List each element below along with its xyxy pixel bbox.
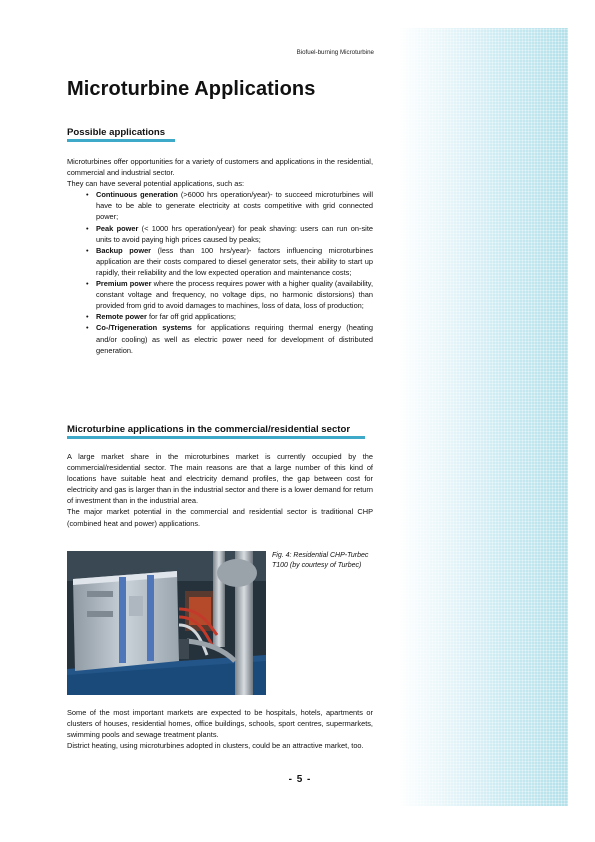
list-item-text: for applications requiring thermal energy (heating and/or cooling) as well as electric power need for development of distributed generation.	[96, 323, 373, 355]
side-decoration-band	[398, 28, 568, 806]
section-heading-underline	[67, 436, 365, 439]
list-item	[87, 322, 373, 355]
list-item-term: Backup power	[96, 245, 152, 255]
market-share-paragraph: A large market share in the microturbines market is currently occupied by the commercial/residential sector. The main reasons are that a large number of this kind of locations have suitable heat and electricity demand profiles, the gap between cost for electricity and gas is larger than in the industrial sector and there is a lower demand for return of investment than in the industrial area.	[67, 452, 373, 506]
list-item-term: Peak power	[96, 223, 139, 233]
list-item	[87, 245, 373, 278]
district-heating-paragraph: District heating, using microturbines adopted in clusters, could be an attractive market, too.	[67, 741, 364, 751]
section-heading-possible-applications: Possible applications	[67, 127, 166, 138]
list-item-text: for far off grid applications;	[146, 312, 236, 322]
list-item-text: (less than 100 hrs/year)- factors influencing microturbines application are their costs compared to diesel generator sets, their ability to start up rapidly, their reliability and the low expected operation and maintenance costs;	[96, 245, 374, 277]
section-body-markets	[67, 707, 373, 751]
list-item-text: where the process requires power with a higher quality (availability, constant voltage and frequency, no voltage dips, no harmonic distorsions) than provided from grid to avoid damages to machines, loss of data, loss of production;	[96, 279, 373, 311]
section-body-commercial-residential	[67, 451, 373, 529]
page-number: - 5 -	[288, 774, 312, 785]
list-item	[87, 278, 373, 311]
markets-paragraph: Some of the most important markets are expected to be hospitals, hotels, apartments or clusters of houses, residential homes, office buildings, schools, sport centres, supermarkets, swimming pools and sewage treatment plants.	[67, 708, 373, 740]
list-item-term: Co-/Trigeneration systems	[96, 323, 192, 333]
list-item-term: Remote power	[96, 312, 147, 322]
applications-list	[87, 189, 373, 355]
list-item	[87, 189, 373, 222]
list-item-term: Premium power	[96, 279, 152, 289]
list-item-text: (>6000 hrs operation/year)- to succeed microturbines will have to be able to generate electricity at costs competitive with grid connected power;	[96, 190, 373, 222]
running-header: Biofuel-burning Microturbine	[296, 49, 374, 56]
list-item	[87, 223, 373, 245]
section-body-possible-applications	[67, 156, 373, 356]
lead-in-paragraph: They can have several potential applications, such as:	[67, 179, 245, 189]
list-item-text: (< 1000 hrs operation/year) for peak shaving: users can run on-site units to avoid paying high prices caused by peaks;	[96, 223, 373, 244]
list-item	[87, 311, 373, 322]
section-heading-underline	[67, 139, 175, 142]
section-heading-commercial-residential: Microturbine applications in the commercial/residential sector	[67, 424, 351, 435]
figure-caption: Fig. 4: Residential CHP-Turbec T100 (by courtesy of Turbec)	[272, 552, 369, 569]
page-title: Microturbine Applications	[67, 78, 316, 100]
list-item-term: Continuous generation	[96, 190, 178, 200]
intro-paragraph: Microturbines offer opportunities for a variety of customers and applications in the residential, commercial and industrial sector.	[67, 157, 373, 178]
figure-photo-turbec-t100	[67, 551, 266, 695]
market-potential-paragraph: The major market potential in the commercial and residential sector is traditional CHP (combined heat and power) applications.	[67, 507, 373, 528]
